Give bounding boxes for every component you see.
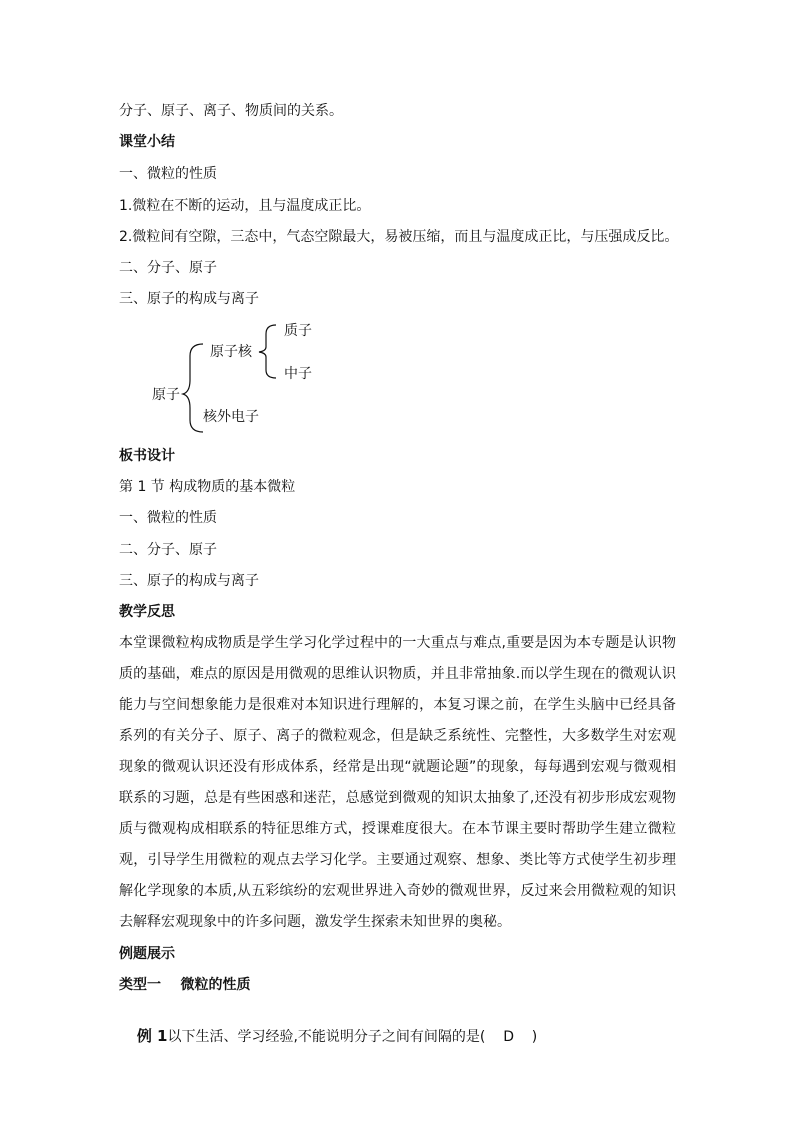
section-heading-examples: 例题展示 <box>119 946 175 962</box>
inner-brace <box>259 325 276 378</box>
section-heading-reflection: 教学反思 <box>119 604 175 620</box>
example-1-text: 以下生活、学习经验,不能说明分子之间有间隔的是( D ) <box>167 1029 538 1045</box>
label-nucleus: 原子核 <box>210 344 252 360</box>
example-1-label: 例 1 <box>136 1027 168 1045</box>
text-line: 三、原子的构成与离子 <box>119 573 259 589</box>
text-line: 分子、原子、离子、物质间的关系。 <box>119 103 343 119</box>
label-atom: 原子 <box>152 387 180 403</box>
text-line: 一、微粒的性质 <box>119 166 217 182</box>
text-line: 二、分子、原子 <box>119 260 217 276</box>
section-heading-board: 板书设计 <box>119 448 175 464</box>
section-heading-summary: 课堂小结 <box>119 134 175 150</box>
text-line: 第 1 节 构成物质的基本微粒 <box>119 479 296 495</box>
text-line: 2.微粒间有空隙，三态中，气态空隙最大，易被压缩，而且与温度成正比，与压强成反比。 <box>119 229 679 245</box>
label-proton: 质子 <box>284 323 312 339</box>
text-line: 一、微粒的性质 <box>119 510 217 526</box>
text-line: 三、原子的构成与离子 <box>119 291 259 307</box>
example-1 <box>119 1009 679 1064</box>
label-electron: 核外电子 <box>203 409 259 425</box>
example-type-heading: 类型一 微粒的性质 <box>119 977 251 993</box>
reflection-paragraph: 本堂课微粒构成物质是学生学习化学过程中的一大重点与难点,重要是因为本专题是认识物质的基础，难点的原因是用微观的思维认识物质，并且非常抽象.而以学生现在的微观认识能力与空间想象能力是很难对本知识进行理解的，本复习课之前，在学生头脑中已经具备系列的有关分子、原子、离子的微粒观念，但是缺乏系统性、完整性，大多数学生对宏观现象的微观认识还没有形成体系，经常是出现“就题论题”的现象，每每遇到宏观与微观相联系的习题，总是有些困惑和迷茫，总感觉到微观的知识太抽象了,还没有初步形成宏观物质与微观构成相联系的特征思维方式，授课难度很大。在本节课主要时帮助学生建立微粒观，引导学生用微粒的观点去学习化学。主要通过观察、想象、类比等方式使学生初步理解化学现象的本质,从五彩缤纷的宏观世界进入奇妙的微观世界，反过来会用微粒观的知识去解释宏观现象中的许多问题，激发学生探索未知世界的奥秘。 <box>119 635 676 930</box>
text-line: 1.微粒在不断的运动，且与温度成正比。 <box>119 198 371 214</box>
label-neutron: 中子 <box>284 366 312 382</box>
text-line: 二、分子、原子 <box>119 542 217 558</box>
outer-brace <box>183 344 203 432</box>
